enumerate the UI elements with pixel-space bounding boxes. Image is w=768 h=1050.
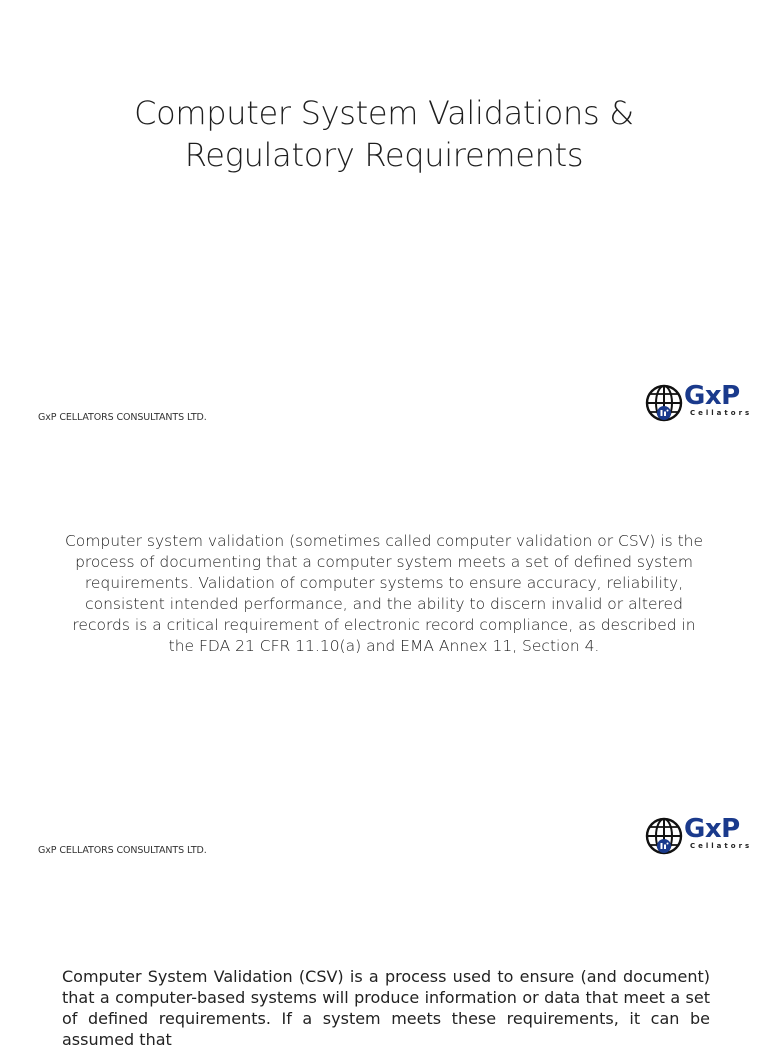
body-paragraph: Computer system validation (sometimes called computer validation or CSV) is the process of documenting that a computer system meets a set of defined system requirements. Validation of computer systems to ensure accuracy, reliability, consistent intended performance, and the ability to discern invalid or altered records is a critical requirement of electronic record compliance, as described in the FDA 21 CFR 11.10(a) and EMA Annex 11, Section 4.: [64, 532, 704, 655]
logo-subtitle: Cellators: [690, 409, 753, 417]
logo-wordmark: GxP: [684, 381, 740, 411]
title-line-1: Computer System Validations &: [134, 94, 634, 132]
logo-subtitle: Cellators: [690, 842, 753, 850]
title-line-2: Regulatory Requirements: [184, 136, 584, 174]
body-paragraph: Computer System Validation (CSV) is a process used to ensure (and document) that a computer-based systems will produce information or data that meet a set of defined requirements. If a system meets these requirements, it can be assumed that: [62, 967, 710, 1049]
footer-company: GxP CELLATORS CONSULTANTS LTD.: [38, 412, 207, 423]
footer-company: GxP CELLATORS CONSULTANTS LTD.: [38, 845, 207, 856]
logo-wordmark: GxP: [684, 814, 740, 844]
